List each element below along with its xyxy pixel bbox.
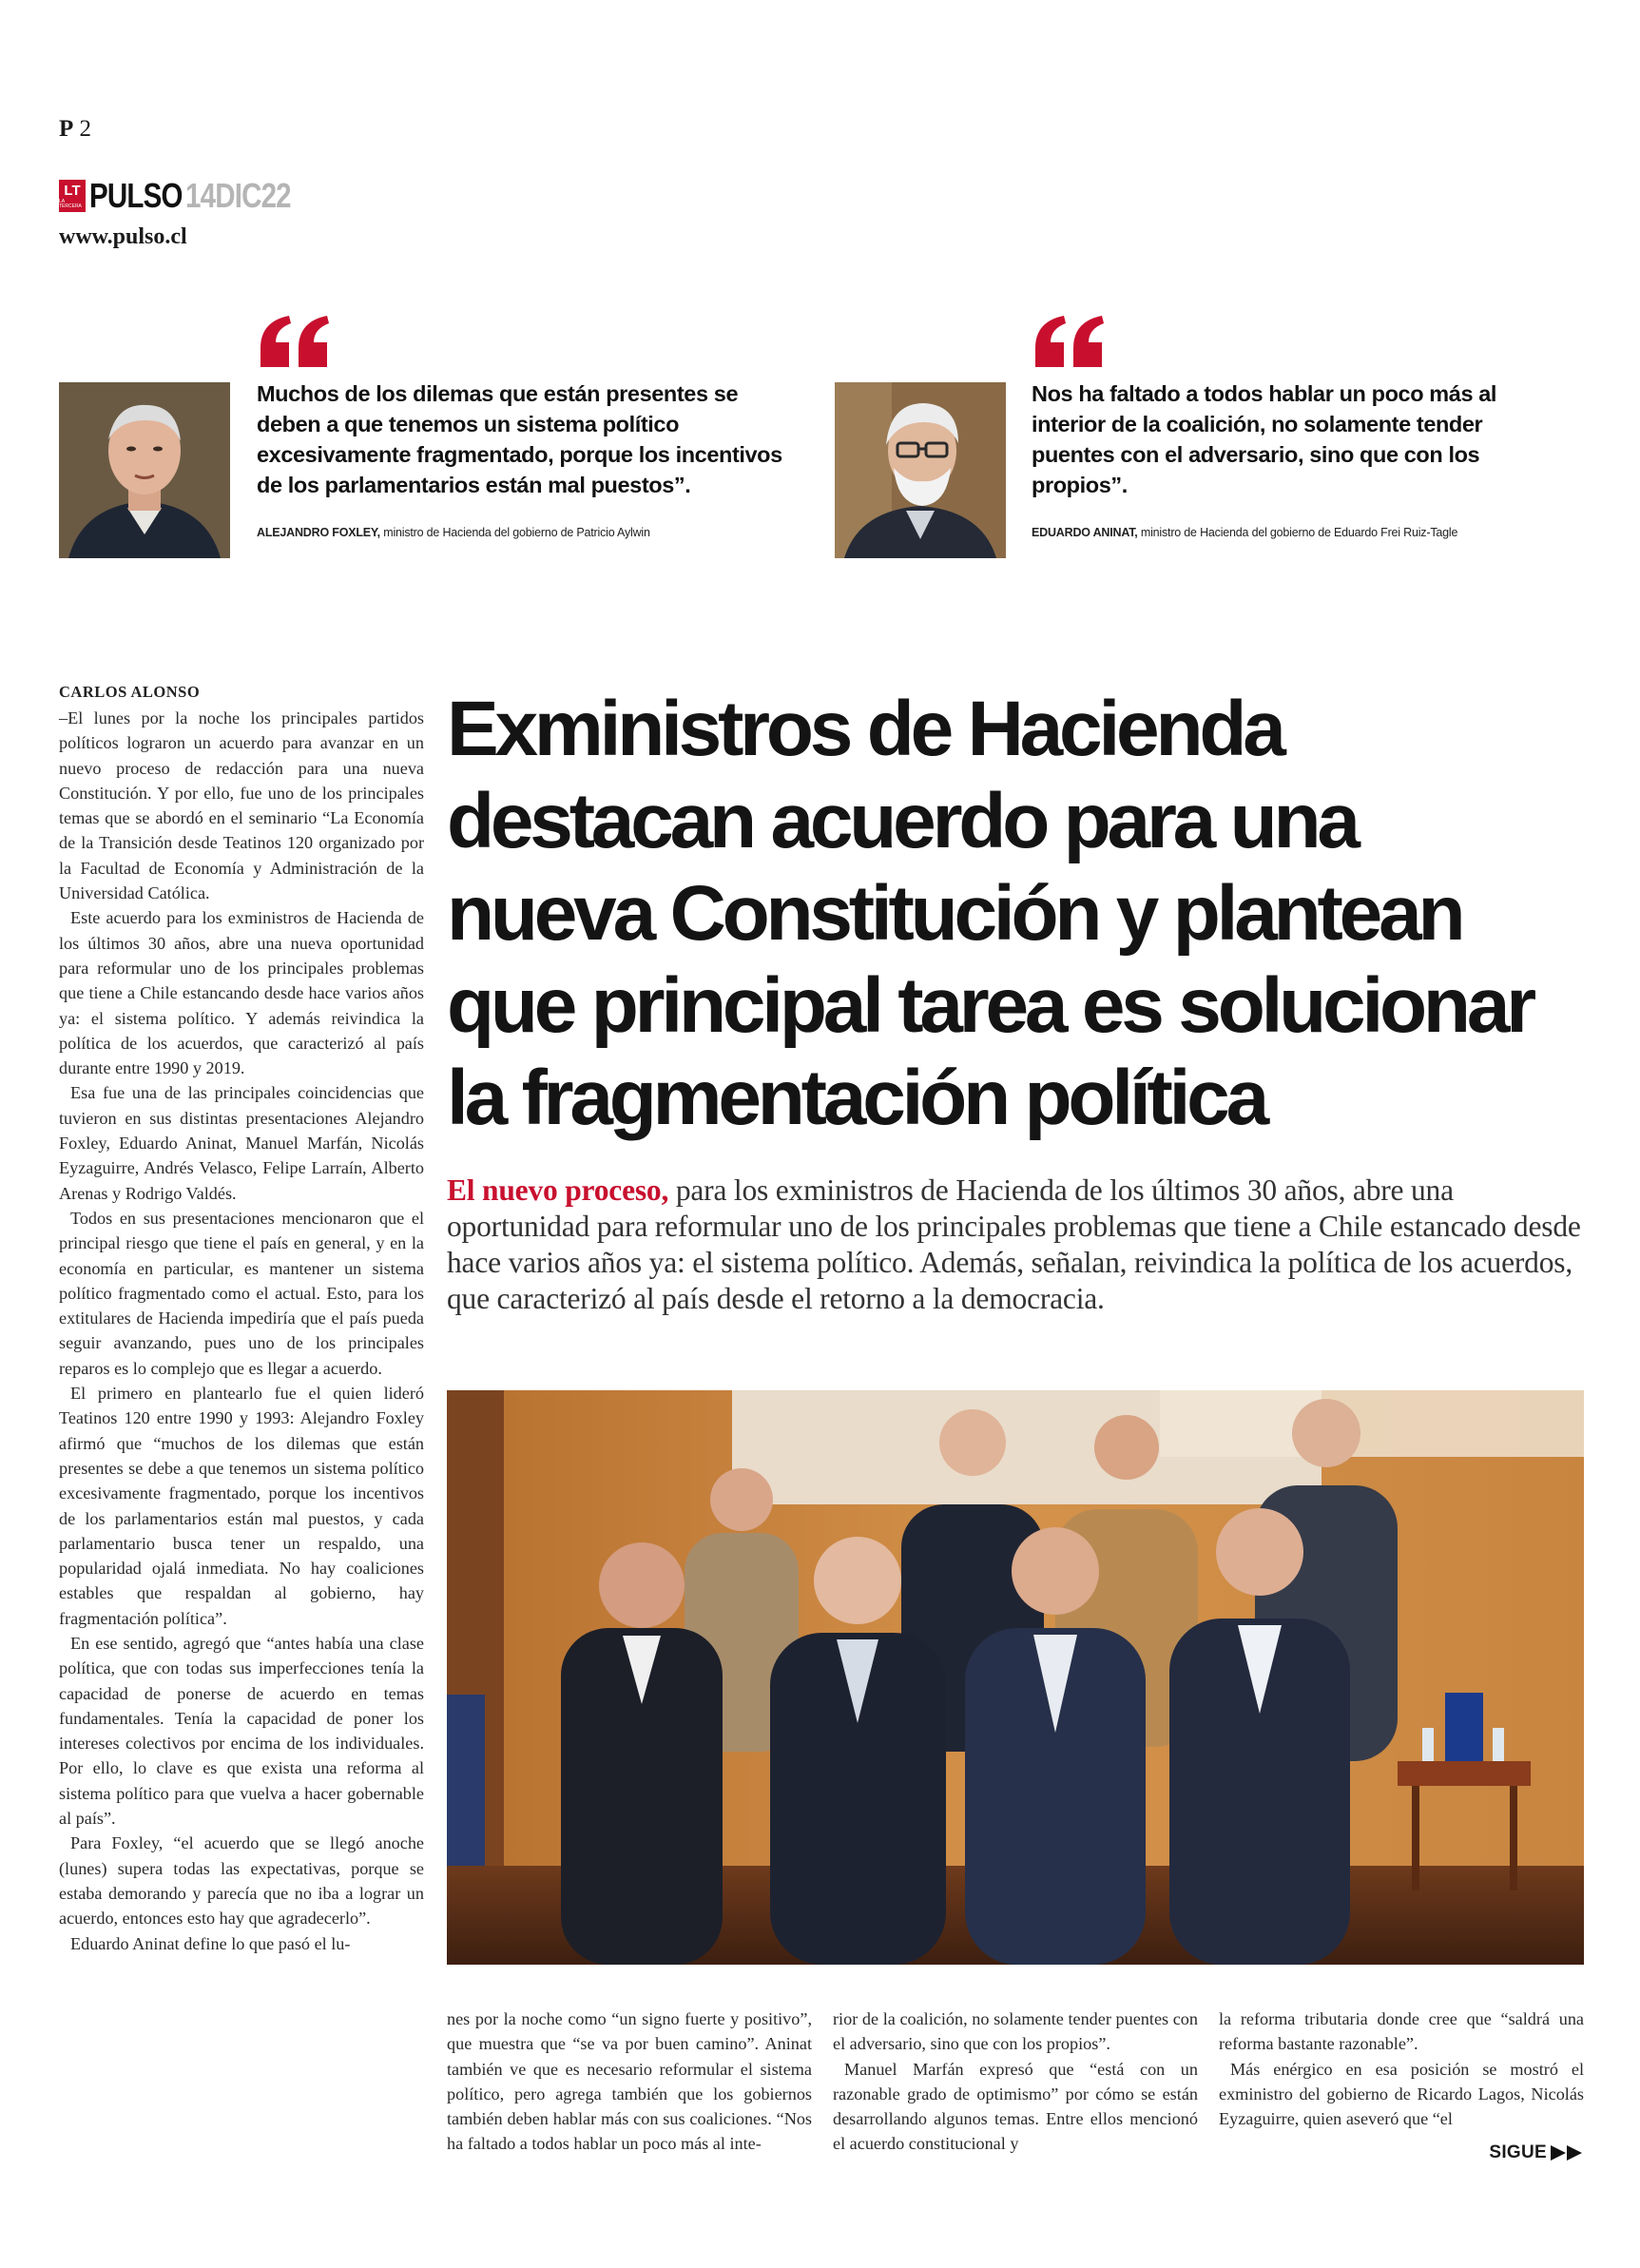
paragraph: Eduardo Aninat define lo que pasó el lu- bbox=[70, 1933, 351, 1953]
portrait-aninat bbox=[835, 382, 1006, 558]
double-arrow-right-icon bbox=[1551, 2145, 1583, 2161]
quote-foxley-name: ALEJANDRO FOXLEY, bbox=[257, 526, 380, 539]
byline: CARLOS ALONSO bbox=[59, 683, 201, 701]
site-url[interactable]: www.pulso.cl bbox=[59, 224, 187, 249]
quote-foxley-role: ministro de Hacienda del gobierno de Patricio Aylwin bbox=[383, 526, 650, 539]
article-column-1 bbox=[59, 706, 424, 1956]
deck bbox=[447, 1173, 1584, 1317]
paragraph: En ese sentido, agregó que “antes había una clase política, que con todas sus imperfecciones tenía la capacidad de ponerse de acuerdo en temas fundamentales. Tenía la capacidad de poner los intereses colectivos por encima de los individuales. Por ello, lo clave es que exista una reforma al sistema político para que vuelva a hacer gobernable al país”. bbox=[59, 1633, 424, 1829]
article-column-3 bbox=[833, 2006, 1198, 2157]
quote-foxley-text: Muchos de los dilemas que están presentes se deben a que tenemos un sistema político excesivamente fragmentado, porque los incentivos de los parlamentarios están mal puestos”. bbox=[257, 381, 782, 497]
paragraph: Manuel Marfán expresó que “está con un razonable grado de optimismo” por cómo se están desarrollando algunos temas. Entre ellos mencionó el acuerdo constitucional y bbox=[833, 2059, 1198, 2154]
page-number-value: 2 bbox=[79, 116, 92, 142]
quote-aninat-role: ministro de Hacienda del gobierno de Eduardo Frei Ruiz-Tagle bbox=[1140, 526, 1458, 539]
paragraph: –El lunes por la noche los principales partidos políticos lograron un acuerdo para avanzar en un nuevo proceso de redacción para una nueva Constitución. Y por ello, fue uno de los principales temas que se abordó en el seminario “La Economía de la Transición desde Teatinos 120 organizado por la Facultad de Economía y Administración de la Universidad Católica. bbox=[59, 708, 424, 903]
paragraph: Esa fue una de las principales coincidencias que tuvieron en sus distintas presentaciones Alejandro Foxley, Eduardo Aninat, Manuel Marfán, Nicolás Eyzaguirre, Andrés Velasco, Felipe Larraín, Alberto Arenas y Rodrigo Valdés. bbox=[59, 1083, 424, 1203]
headline: Exministros de Hacienda destacan acuerdo para una nueva Constitución y plantean que principal tarea es solucionar la fragmentación política bbox=[447, 686, 1533, 1141]
article-column-2 bbox=[447, 2006, 812, 2157]
event-group-photo bbox=[447, 1390, 1584, 1965]
page-number bbox=[59, 116, 91, 143]
paragraph: Todos en sus presentaciones mencionaron que el principal riesgo que tiene el país en general, y en la economía en particular, es mantener un sistema político fragmentado como el actual. Esto, para los extitulares de Hacienda impediría que el país pueda seguir avanzando, pues uno de los principales reparos es lo complejo que es llegar a acuerdo. bbox=[59, 1208, 424, 1378]
page-letter: P bbox=[59, 116, 74, 142]
quote-foxley-attribution bbox=[257, 526, 789, 539]
lt-letters: LT bbox=[64, 182, 81, 199]
continue-label: SIGUE bbox=[1489, 2142, 1547, 2162]
paragraph: Más enérgico en esa posición se mostró el exministro del gobierno de Ricardo Lagos, Nicolás Eyzaguirre, quien aseveró que “el bbox=[1219, 2059, 1584, 2129]
quote-aninat-attribution bbox=[1032, 526, 1583, 539]
paragraph: nes por la noche como “un signo fuerte y positivo”, que muestra que “se va por buen camino”. Aninat también ve que es necesario reformular el sistema político, pero agrega también que los gobiernos también deben hablar más con sus coaliciones. “Nos ha faltado a todos hablar un poco más al inte- bbox=[447, 2009, 812, 2154]
quote-aninat-text: Nos ha faltado a todos hablar un poco más al interior de la coalición, no solamente tender puentes con el adversario, sino que con los propios”. bbox=[1032, 381, 1497, 497]
brand-name: PULSO bbox=[89, 176, 183, 215]
article-column-4 bbox=[1219, 2006, 1584, 2131]
deck-text: para los exministros de Hacienda de los últimos 30 años, abre una oportunidad para reformular uno de los principales problemas que tiene a Chile estancado desde hace varios años ya: el sistema político. Además, señalan, reivindica la política de los acuerdos, que caracterizó al país desde el retorno a la democracia. bbox=[447, 1173, 1581, 1315]
paragraph: Este acuerdo para los exministros de Hacienda de los últimos 30 años, abre una nueva oportunidad para reformular uno de los principales problemas que tiene a Chile estancando desde hace varios años ya: el sistema político. Y además reivindica la política de los acuerdos, que caracterizó al país durante entre 1990 y 2019. bbox=[59, 908, 424, 1078]
lt-sub: LA TERCERA bbox=[59, 198, 82, 209]
continue-indicator[interactable] bbox=[1489, 2142, 1583, 2163]
quote-mark-icon bbox=[1032, 316, 1108, 372]
paragraph: rior de la coalición, no solamente tender puentes con el adversario, sino que con los propios”. bbox=[833, 2009, 1198, 2054]
paragraph: Para Foxley, “el acuerdo que se llegó anoche (lunes) supera todas las expectativas, porque se estaba demorando y parecía que no iba a lograr un acuerdo, entonces esto hay que agradecerlo”. bbox=[59, 1833, 424, 1929]
masthead bbox=[59, 176, 314, 215]
quote-aninat-name: EDUARDO ANINAT, bbox=[1032, 526, 1138, 539]
paragraph: El primero en plantearlo fue el quien lideró Teatinos 120 entre 1990 y 1993: Alejandro Foxley afirmó que “muchos de los dilemas que están presentes se debe a que tenemos un sistema político excesivamente fragmentado, porque los incentivos de los parlamentarios están mal puestos, y cada parlamentario busca tener un respaldo, una popularidad ojalá inmediata. No hay coaliciones estables que respaldan al gobierno, hay fragmentación política”. bbox=[59, 1384, 424, 1628]
edition-date: 14DIC22 bbox=[185, 176, 291, 215]
paragraph: la reforma tributaria donde cree que “saldrá una reforma bastante razonable”. bbox=[1219, 2009, 1584, 2054]
la-tercera-logo bbox=[59, 180, 86, 212]
deck-lead: El nuevo proceso, bbox=[447, 1173, 669, 1207]
quote-mark-icon bbox=[257, 316, 333, 372]
portrait-foxley bbox=[59, 382, 230, 558]
